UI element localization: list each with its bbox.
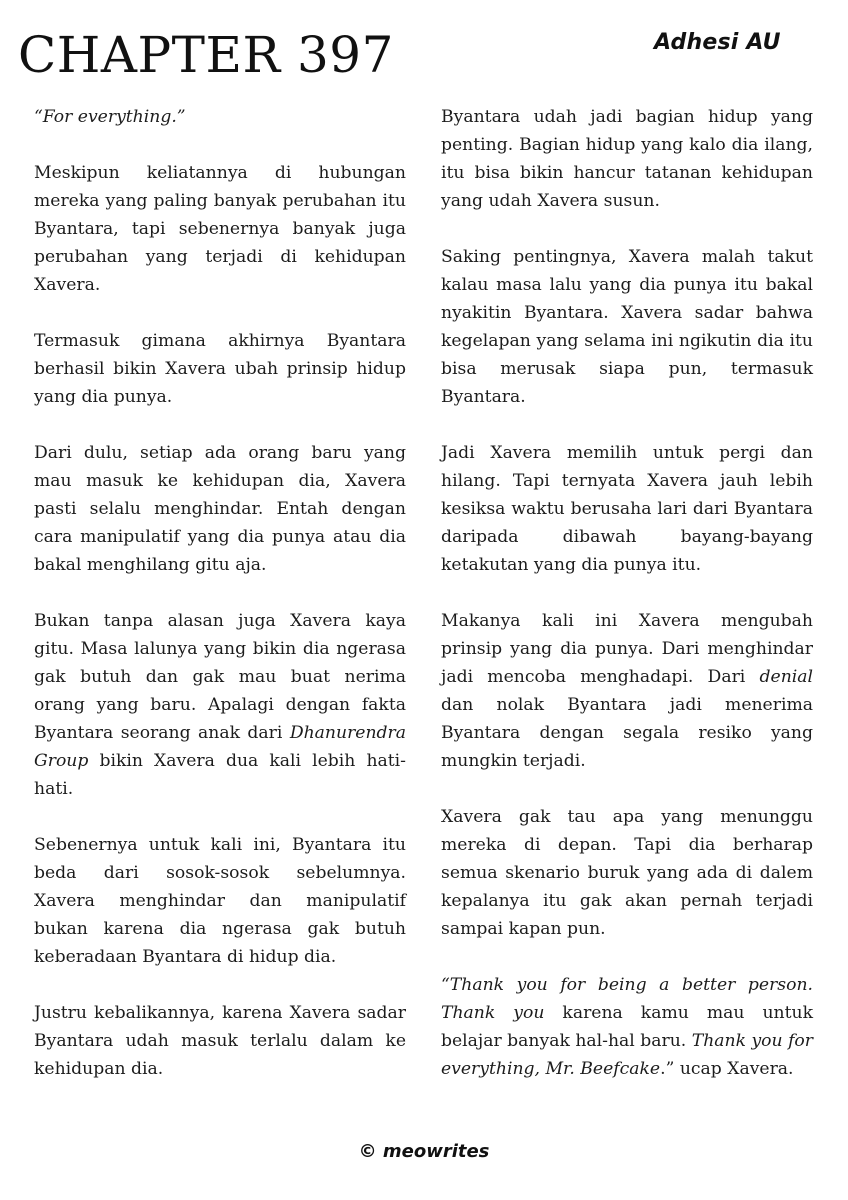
paragraph: Meskipun keliatannya di hubungan mereka yang paling banyak perubahan itu Byantara, tapi sebenernya banyak juga perubahan yang terjadi di kehidupan Xavera.: [34, 163, 406, 295]
paragraph: Xavera gak tau apa yang menunggu mereka di depan. Tapi dia berharap semua skenario buruk yang ada di dalem kepalanya itu gak akan pernah terjadi sampai kapan pun.: [441, 807, 813, 939]
text-run: Makanya kali ini Xavera mengubah prinsip yang dia punya. Dari menghindar jadi mencoba menghadapi. Dari: [441, 611, 813, 687]
paragraph: Justru kebalikannya, karena Xavera sadar Byantara udah masuk terlalu dalam ke kehidupan dia.: [34, 1003, 406, 1079]
text-run: Bukan tanpa alasan juga Xavera kaya gitu. Masa lalunya yang bikin dia ngerasa gak butuh dan gak mau buat nerima orang yang baru. Apalagi dengan fakta Byantara seorang anak dari: [34, 611, 406, 743]
italic-text-run: Thank you for everything, Mr. Beefcake: [441, 1031, 813, 1079]
opening-quote: “For everything.”: [34, 107, 186, 127]
italic-text-run: denial: [759, 667, 813, 687]
paragraph: [34, 607, 406, 803]
au-label: Adhesi AU: [654, 30, 781, 55]
paragraph: [441, 971, 813, 1083]
left-column: [34, 103, 406, 1083]
chapter-title: CHAPTER 397: [18, 26, 394, 84]
text-run: karena kamu mau untuk belajar banyak hal-hal baru.: [441, 1003, 813, 1051]
text-run: bikin Xavera dua kali lebih hati-hati.: [34, 751, 406, 799]
italic-text-run: Dhanurendra Group: [34, 723, 406, 771]
text-run: dan nolak Byantara jadi menerima Byantara dengan segala resiko yang mungkin terjadi.: [441, 695, 813, 771]
paragraph: Dari dulu, setiap ada orang baru yang mau masuk ke kehidupan dia, Xavera pasti selalu menghindar. Entah dengan cara manipulatif yang dia punya atau dia bakal menghilang gitu aja.: [34, 443, 406, 575]
paragraph: [441, 607, 813, 775]
right-column: [441, 103, 813, 1083]
italic-text-run: “Thank you for being a better person. Thank you: [441, 975, 813, 1023]
paragraph: Jadi Xavera memilih untuk pergi dan hilang. Tapi ternyata Xavera jauh lebih kesiksa waktu berusaha lari dari Byantara daripada dibawah bayang-bayang ketakutan yang dia punya itu.: [441, 443, 813, 575]
paragraph: Sebenernya untuk kali ini, Byantara itu beda dari sosok-sosok sebelumnya. Xavera menghindar dan manipulatif bukan karena dia ngerasa gak butuh keberadaan Byantara di hidup dia.: [34, 835, 406, 967]
text-run: .” ucap Xavera.: [660, 1059, 794, 1079]
copyright-footer: © meowrites: [358, 1141, 490, 1162]
paragraph: Saking pentingnya, Xavera malah takut kalau masa lalu yang dia punya itu bakal nyakitin Byantara. Xavera sadar bahwa kegelapan yang selama ini ngikutin dia itu bisa merusak siapa pun, termasuk Byantara.: [441, 247, 813, 407]
paragraph: Termasuk gimana akhirnya Byantara berhasil bikin Xavera ubah prinsip hidup yang dia punya.: [34, 331, 406, 407]
paragraph: Byantara udah jadi bagian hidup yang penting. Bagian hidup yang kalo dia ilang, itu bisa bikin hancur tatanan kehidupan yang udah Xavera susun.: [441, 107, 813, 211]
paragraph: [34, 103, 406, 131]
